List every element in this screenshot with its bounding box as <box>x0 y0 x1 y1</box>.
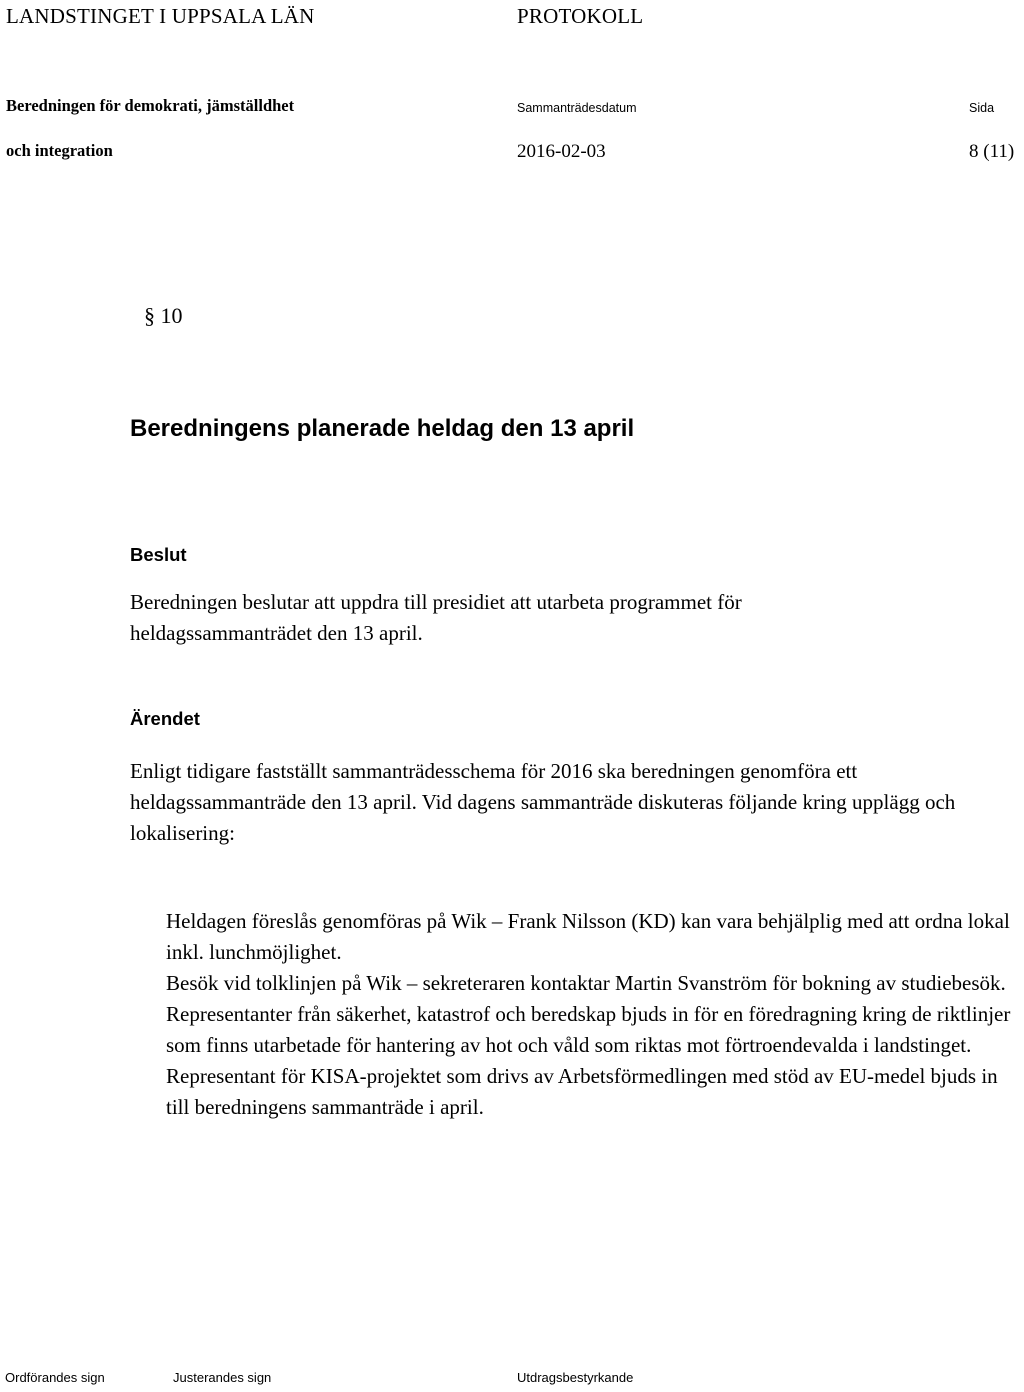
organization-name: LANDSTINGET I UPPSALA LÄN <box>6 4 315 28</box>
decision-text: Beredningen beslutar att uppdra till presidiet att utarbeta programmet för heldagssammanträdet den 13 april. <box>130 590 742 645</box>
decision-heading: Beslut <box>130 544 187 565</box>
committee-name-line1: Beredningen för demokrati, jämställdhet <box>6 96 295 115</box>
item-title: Beredningens planerade heldag den 13 april <box>130 415 635 442</box>
chair-signature-label: Ordförandes sign <box>5 1370 105 1385</box>
meeting-date: 2016-02-03 <box>517 141 606 162</box>
extract-certification-label: Utdragsbestyrkande <box>517 1370 634 1385</box>
matter-heading: Ärendet <box>130 708 200 729</box>
list-item: Representanter från säkerhet, katastrof och beredskap bjuds in för en föredragning kring de riktlinjer som finns utarbetade för hantering av hot och våld som riktas mot förtroendevalda i landstinget. <box>166 1002 1011 1057</box>
meeting-date-label: Sammanträdesdatum <box>517 101 637 115</box>
committee-name-line2: och integration <box>6 141 113 160</box>
document-type: PROTOKOLL <box>517 4 644 28</box>
list-item: Besök vid tolklinjen på Wik – sekreteraren kontaktar Martin Svanström för bokning av studiebesök. <box>166 971 1006 995</box>
list-item: Representant för KISA-projektet som drivs av Arbetsförmedlingen med stöd av EU-medel bjuds in till beredningens sammanträde i april. <box>166 1064 998 1119</box>
list-item: Heldagen föreslås genomföras på Wik – Frank Nilsson (KD) kan vara behjälplig med att ordna lokal inkl. lunchmöjlighet. <box>166 909 1010 964</box>
matter-item-list <box>166 906 1024 1123</box>
page-label: Sida <box>969 101 995 115</box>
adjuster-signature-label: Justerandes sign <box>173 1370 272 1385</box>
matter-text: Enligt tidigare fastställt sammanträdesschema för 2016 ska beredningen genomföra ett heldagssammanträde den 13 april. Vid dagens sammanträde diskuteras följande kring upplägg och lokalisering: <box>130 759 956 845</box>
page-number: 8 (11) <box>969 141 1015 162</box>
paragraph-number: § 10 <box>144 303 183 328</box>
